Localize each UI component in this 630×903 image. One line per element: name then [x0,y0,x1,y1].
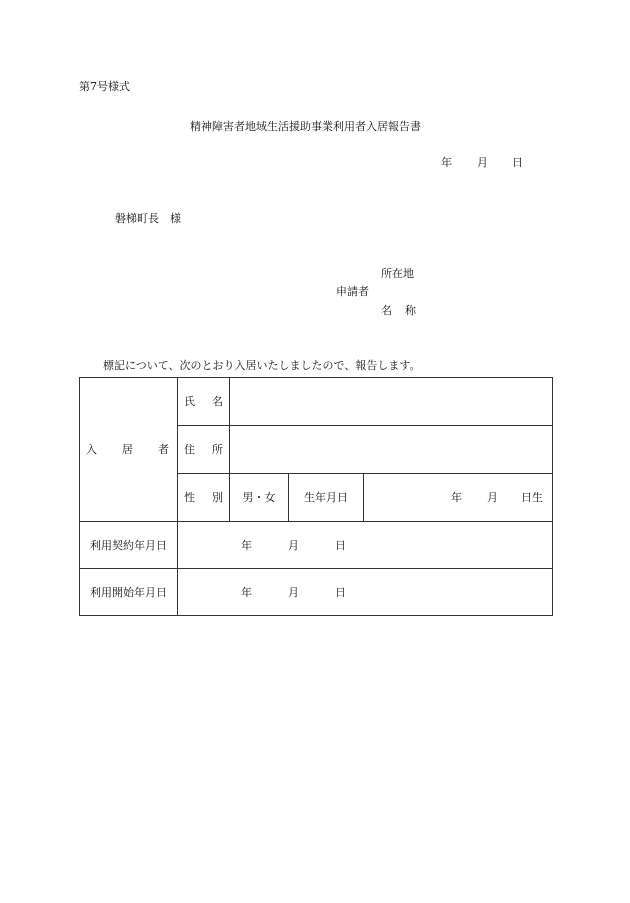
address-label-char-2: 所 [212,443,223,456]
gender-label-cell [178,474,230,522]
contract-day-label: 日 [335,538,346,552]
name-label-char-1: 氏 [184,395,195,408]
gender-label-char-1: 性 [184,491,195,504]
gender-label-char-2: 別 [212,491,223,504]
start-month-label: 月 [288,585,299,599]
intro-text: 標記について、次のとおり入居いたしましたので、報告します。 [103,359,421,372]
resident-label-char-1: 入 [86,443,97,456]
birthdate-field[interactable] [364,474,553,522]
birthdate-label: 生年月日 [289,474,364,522]
applicant-location-label: 所在地 [381,267,414,280]
address-field[interactable] [230,426,553,474]
start-date-field[interactable] [178,569,553,616]
name-label-char-2: 名 [212,395,223,408]
contract-month-label: 月 [288,538,299,552]
applicant-label: 申請者 [336,285,369,298]
contract-date-label: 利用契約年月日 [80,522,178,569]
resident-label-cell [80,378,178,522]
address-label-char-1: 住 [184,443,195,456]
birth-year-label: 年 [451,491,462,504]
name-label-cell [178,378,230,426]
table-row [80,378,553,426]
name-field[interactable] [230,378,553,426]
report-table [79,377,553,616]
birth-day-label: 日生 [521,491,543,504]
table-row [80,522,553,569]
address-label-cell [178,426,230,474]
resident-label-char-3: 者 [158,443,169,456]
addressee: 磐梯町長 様 [115,212,181,225]
date-day-label: 日 [512,156,523,169]
resident-label-char-2: 居 [122,443,133,456]
contract-date-field[interactable] [178,522,553,569]
form-number: 第7号様式 [79,80,130,93]
date-year-label: 年 [441,156,452,169]
table-row [80,569,553,616]
start-date-label: 利用開始年月日 [80,569,178,616]
applicant-name-label-2: 称 [405,304,416,317]
applicant-name-label-1: 名 [381,304,392,317]
contract-year-label: 年 [241,538,252,552]
document-title: 精神障害者地域生活援助事業利用者入居報告書 [190,120,421,133]
birth-month-label: 月 [487,491,498,504]
date-month-label: 月 [477,156,488,169]
start-day-label: 日 [335,585,346,599]
start-year-label: 年 [241,585,252,599]
gender-options[interactable]: 男・女 [230,474,289,522]
